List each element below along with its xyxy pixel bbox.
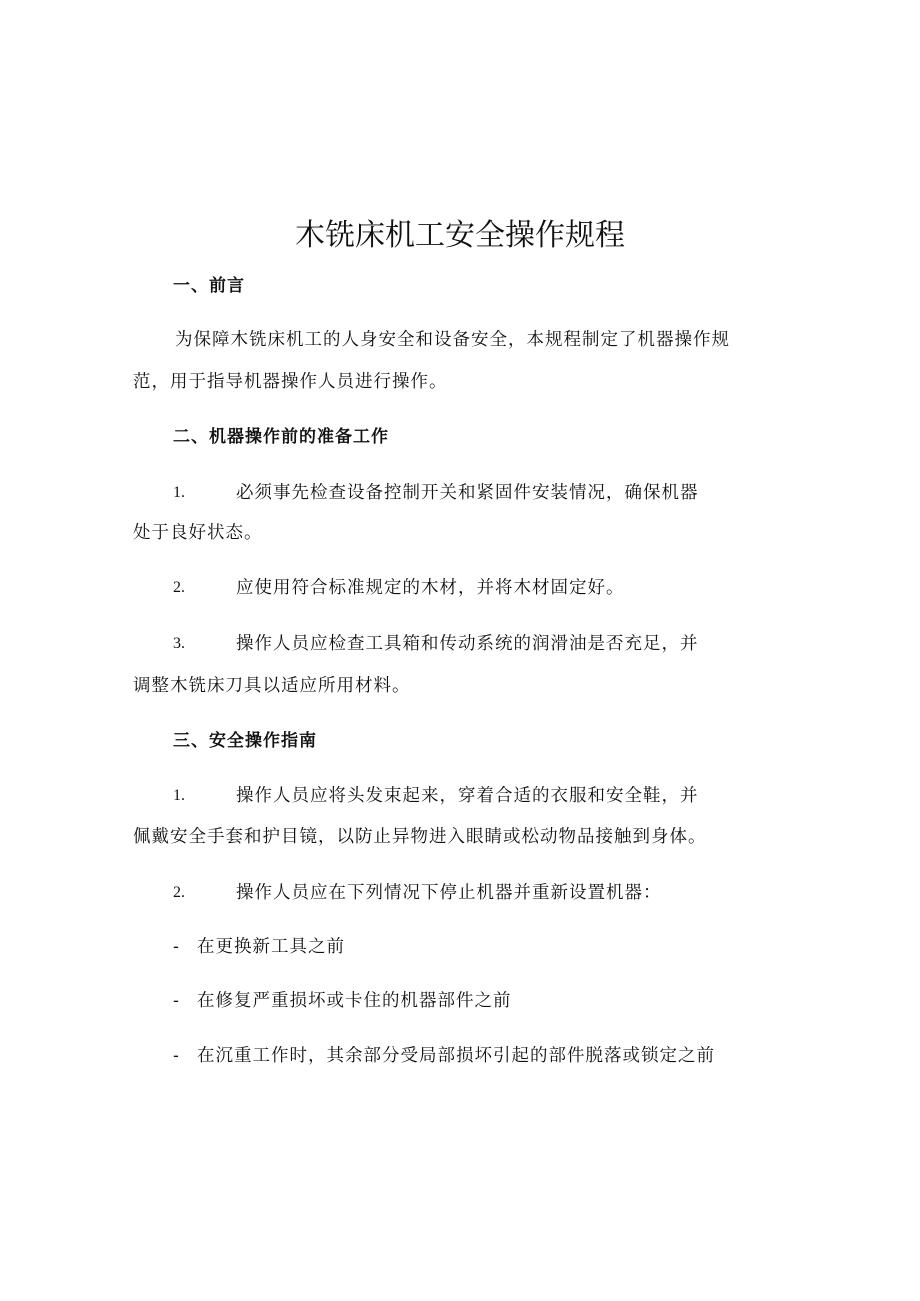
list-item-text: 必须事先检查设备控制开关和紧固件安装情况，确保机器 (236, 483, 699, 503)
document-title: 木铣床机工安全操作规程 (295, 218, 625, 253)
list-number: 2. (173, 884, 185, 901)
preface-paragraph-line-1: 为保障木铣床机工的人身安全和设备安全，本规程制定了机器操作规 (175, 330, 730, 350)
bullet-text: 在修复严重损坏或卡住的机器部件之前 (197, 991, 512, 1011)
dash-bullet: - (173, 991, 180, 1011)
bullet-text: 在更换新工具之前 (197, 937, 345, 957)
bullet-item (173, 935, 345, 959)
bullet-item (173, 1044, 715, 1068)
list-item-continuation: 处于良好状态。 (133, 523, 263, 543)
list-number: 1. (173, 787, 185, 804)
list-number: 2. (173, 579, 185, 596)
section-heading-preface: 一、前言 (173, 276, 245, 296)
list-item-text: 应使用符合标准规定的木材，并将木材固定好。 (236, 578, 625, 598)
list-item-continuation: 调整木铣床刀具以适应所用材料。 (133, 676, 411, 696)
list-item-text: 操作人员应检查工具箱和传动系统的润滑油是否充足，并 (236, 634, 699, 654)
preface-paragraph-line-2: 范，用于指导机器操作人员进行操作。 (133, 372, 448, 392)
bullet-text: 在沉重工作时，其余部分受局部损坏引起的部件脱落或锁定之前 (197, 1046, 715, 1066)
list-item-continuation: 佩戴安全手套和护目镜，以防止异物进入眼睛或松动物品接触到身体。 (133, 827, 707, 847)
dash-bullet: - (173, 937, 180, 957)
dash-bullet: - (173, 1046, 180, 1066)
list-number: 1. (173, 484, 185, 501)
list-number: 3. (173, 635, 185, 652)
section-heading-safety-guide: 三、安全操作指南 (173, 731, 317, 751)
section-heading-preparation: 二、机器操作前的准备工作 (173, 427, 389, 447)
bullet-item (173, 989, 512, 1013)
list-item-text: 操作人员应在下列情况下停止机器并重新设置机器： (236, 883, 662, 903)
list-item-text: 操作人员应将头发束起来，穿着合适的衣服和安全鞋，并 (236, 786, 699, 806)
